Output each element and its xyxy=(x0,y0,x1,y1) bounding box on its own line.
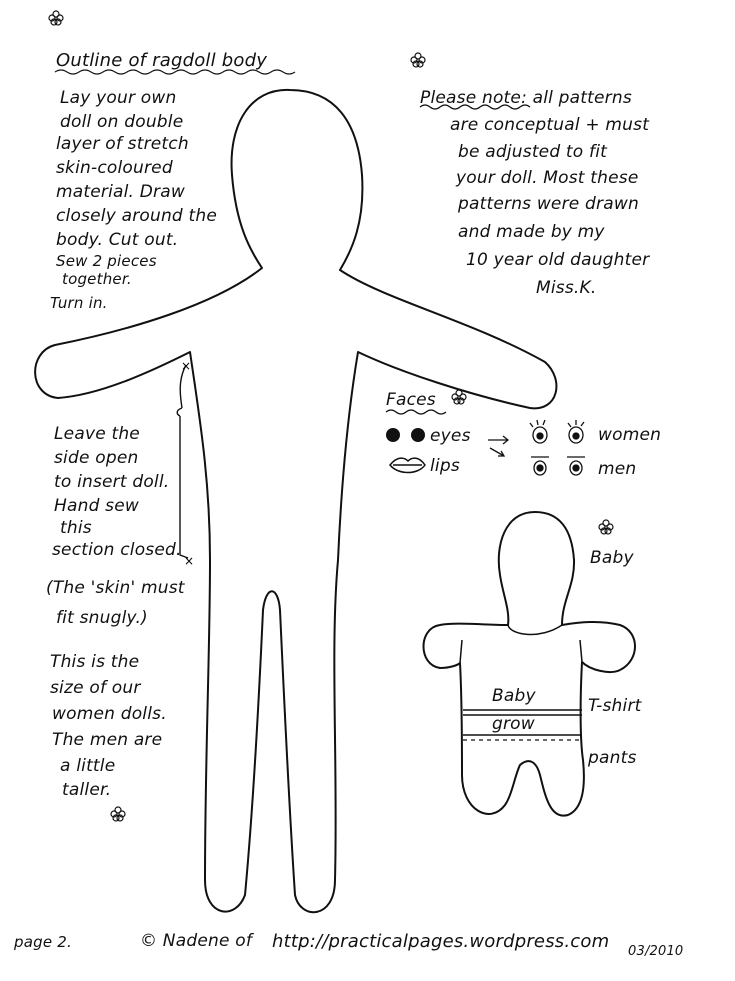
side-note-line: side open xyxy=(54,448,139,468)
start-mark: × xyxy=(181,359,192,373)
faces-heading: Faces xyxy=(386,390,436,410)
note-line: and made by my xyxy=(458,222,605,242)
side-note-line: Hand sew xyxy=(54,496,139,516)
tshirt-label: T-shirt xyxy=(588,696,642,716)
women-label: women xyxy=(598,425,662,445)
website-link[interactable]: http://practicalpages.wordpress.com xyxy=(272,931,610,952)
end-mark: × xyxy=(184,554,195,568)
flower-icon xyxy=(598,519,614,535)
instruction-line: layer of stretch xyxy=(56,134,189,154)
note-heading: Please note xyxy=(420,88,522,108)
lips-label: lips xyxy=(430,456,460,476)
size-note-line: The men are xyxy=(52,730,163,750)
note-line: 10 year old daughter xyxy=(466,250,650,270)
women-eyes-icon xyxy=(530,420,584,443)
flower-icon xyxy=(451,389,467,405)
instruction-line: skin-coloured xyxy=(56,158,173,178)
faces-underline xyxy=(386,410,446,414)
skin-note-line: (The 'skin' must xyxy=(46,578,185,598)
note-line: patterns were drawn xyxy=(458,194,639,214)
size-note-line: a little xyxy=(60,756,116,776)
note-line: Miss.K. xyxy=(536,278,597,298)
instruction-line: together. xyxy=(62,270,132,288)
arrow-icon xyxy=(488,436,508,456)
instruction-line: doll on double xyxy=(60,112,184,132)
flower-icon xyxy=(410,52,426,68)
page-title: Outline of ragdoll body xyxy=(56,50,268,71)
side-note-line: to insert doll. xyxy=(54,472,170,492)
credit-text: © Nadene of xyxy=(140,931,253,951)
eye-icon xyxy=(386,428,400,442)
lips-icon xyxy=(390,458,425,472)
note-line: your doll. Most these xyxy=(456,168,639,188)
size-note-line: size of our xyxy=(50,678,141,698)
flower-icon xyxy=(110,806,126,822)
skin-note-line: fit snugly.) xyxy=(56,608,148,628)
baby-grow-label-1: Baby xyxy=(492,686,536,706)
flower-icon xyxy=(48,10,64,26)
note-line: : all patterns xyxy=(521,88,632,108)
instruction-line: closely around the xyxy=(56,206,218,226)
pants-label: pants xyxy=(588,748,637,768)
men-label: men xyxy=(598,459,637,479)
instruction-line: body. Cut out. xyxy=(56,230,179,250)
side-opening-marker xyxy=(177,365,188,558)
note-line: are conceptual + must xyxy=(450,115,650,135)
eye-icon xyxy=(411,428,425,442)
baby-grow-label-2: grow xyxy=(492,714,535,734)
note-line: be adjusted to fit xyxy=(458,142,607,162)
men-eyes-icon xyxy=(531,457,585,475)
instruction-line: Lay your own xyxy=(60,88,177,108)
instruction-line: Sew 2 pieces xyxy=(56,252,157,270)
side-note-line: Leave the xyxy=(54,424,140,444)
size-note-line: taller. xyxy=(62,780,112,800)
side-note-line: this xyxy=(60,518,92,538)
side-note-line: section closed. xyxy=(52,540,182,560)
eyes-label: eyes xyxy=(430,426,471,446)
baby-label: Baby xyxy=(590,548,634,568)
size-note-line: This is the xyxy=(50,652,140,672)
note-text-line-1 xyxy=(420,90,632,107)
instruction-line: Turn in. xyxy=(50,294,108,312)
page-number: page 2. xyxy=(14,933,72,951)
date-text: 03/2010 xyxy=(628,944,684,959)
size-note-line: women dolls. xyxy=(52,704,167,724)
instruction-line: material. Draw xyxy=(56,182,185,202)
